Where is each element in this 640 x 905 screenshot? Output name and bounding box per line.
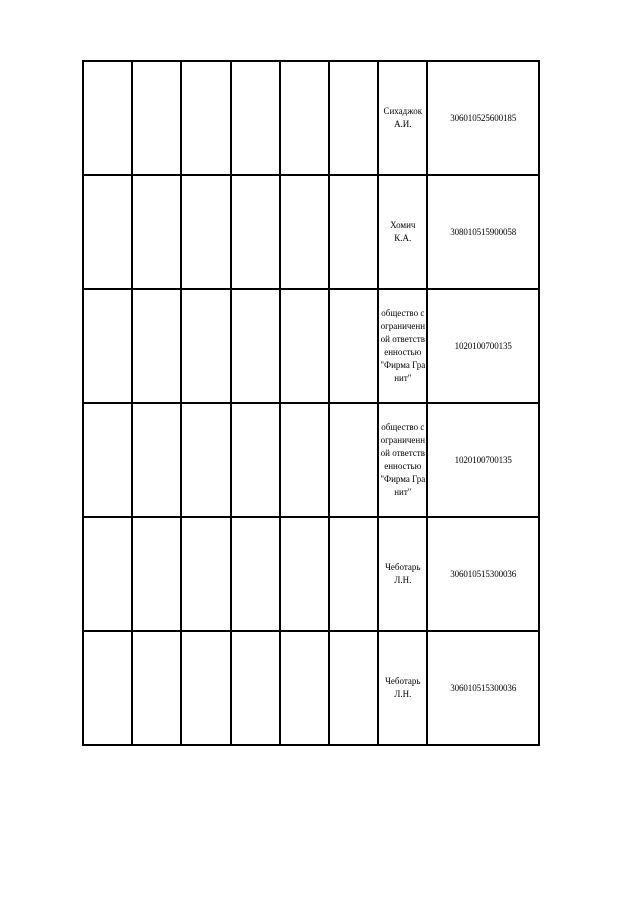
empty-cell [83,175,132,289]
empty-cell [329,175,378,289]
empty-cell [181,289,230,403]
empty-cell [132,631,181,745]
registration-number-cell: 308010515900058 [427,175,539,289]
table-row [83,61,539,175]
empty-cell [231,403,280,517]
empty-cell [329,517,378,631]
table-row [83,175,539,289]
empty-cell [231,289,280,403]
empty-cell [329,289,378,403]
entity-name-cell [378,631,427,745]
entity-name-cell [378,175,427,289]
table-body [83,61,539,745]
table-row [83,517,539,631]
empty-cell [231,517,280,631]
empty-cell [132,175,181,289]
empty-cell [329,403,378,517]
empty-cell [181,631,230,745]
empty-cell [132,61,181,175]
empty-cell [231,175,280,289]
entity-name: Чеботарь Л.Н. [385,676,421,699]
empty-cell [181,403,230,517]
entity-name: Хомич К.А. [390,220,416,243]
table-row [83,289,539,403]
registry-table [82,60,540,746]
empty-cell [280,175,329,289]
empty-cell [280,631,329,745]
entity-name-cell [378,61,427,175]
registration-number-cell: 306010515300036 [427,517,539,631]
empty-cell [83,403,132,517]
empty-cell [231,61,280,175]
empty-cell [280,403,329,517]
entity-name: общество с ограниченной ответственностью "Фирма Гранит" [380,422,426,497]
entity-name-cell [378,517,427,631]
empty-cell [280,517,329,631]
empty-cell [329,631,378,745]
empty-cell [280,61,329,175]
empty-cell [132,289,181,403]
empty-cell [132,403,181,517]
entity-name: Сихаджок А.И. [383,106,423,129]
table-row [83,403,539,517]
empty-cell [132,517,181,631]
empty-cell [231,631,280,745]
empty-cell [83,517,132,631]
empty-cell [181,175,230,289]
entity-name-cell [378,403,427,517]
empty-cell [83,289,132,403]
entity-name: Чеботарь Л.Н. [385,562,421,585]
entity-name-cell [378,289,427,403]
registration-number-cell: 1020100700135 [427,289,539,403]
registration-number-cell: 306010515300036 [427,631,539,745]
empty-cell [280,289,329,403]
empty-cell [83,61,132,175]
registration-number-cell: 306010525600185 [427,61,539,175]
entity-name: общество с ограниченной ответственностью "Фирма Гранит" [380,308,426,383]
empty-cell [181,61,230,175]
empty-cell [329,61,378,175]
empty-cell [83,631,132,745]
empty-cell [181,517,230,631]
table-row [83,631,539,745]
registration-number-cell: 1020100700135 [427,403,539,517]
